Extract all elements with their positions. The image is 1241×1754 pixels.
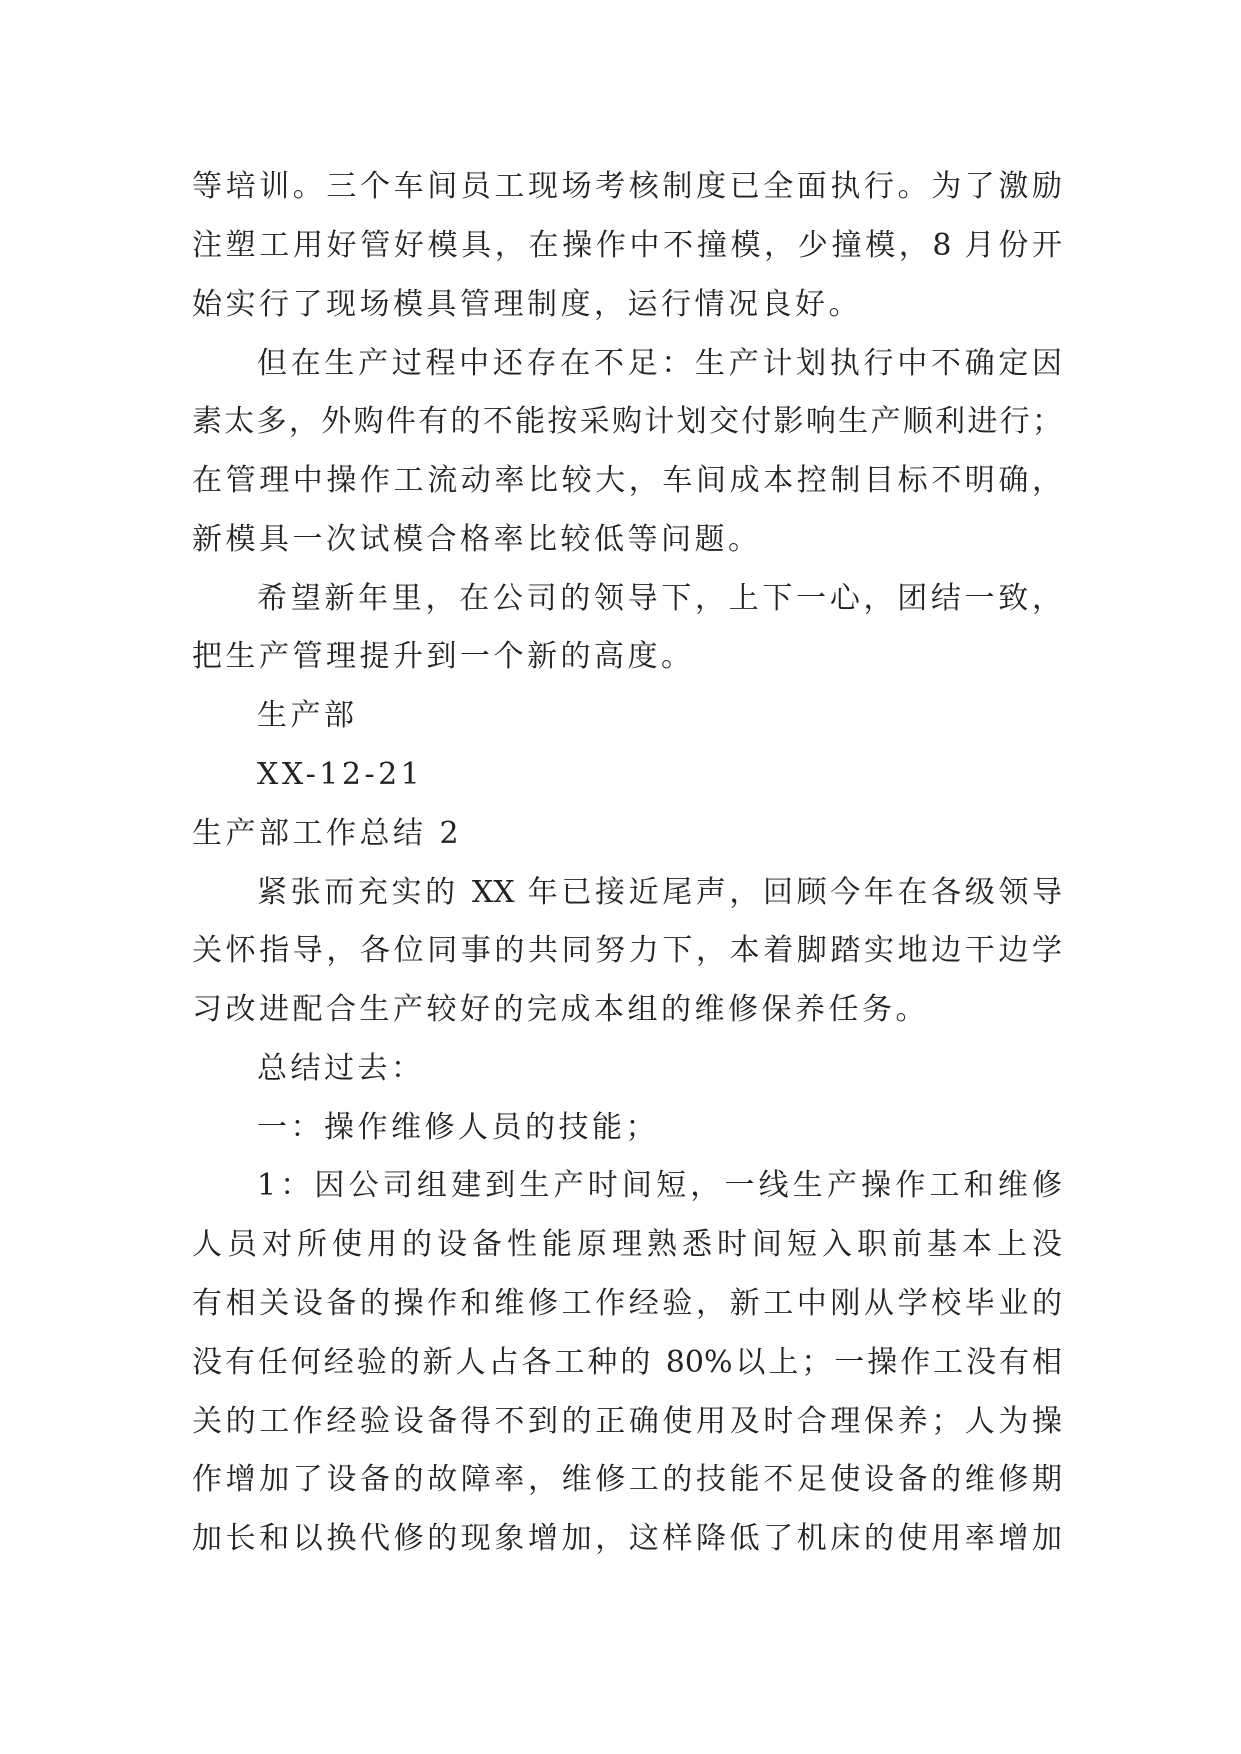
paragraph-line: 关怀指导，各位同事的共同努力下，本着脚踏实地边干边学 [192,933,1062,968]
paragraph-line: 紧张而充实的 XX 年已接近尾声，回顾今年在各级领导 [257,875,1062,910]
section-heading: 生产部工作总结 2 [192,816,463,851]
paragraph-line: 但在生产过程中还存在不足：生产计划执行中不确定因 [257,346,1062,381]
signature-department: 生产部 [257,698,358,733]
paragraph-line: 习改进配合生产较好的完成本组的维修保养任务。 [192,992,929,1027]
paragraph-line: 等培训。三个车间员工现场考核制度已全面执行。为了激励 [192,169,1062,204]
paragraph-line: 希望新年里，在公司的领导下，上下一心，团结一致， [257,581,1062,616]
paragraph-line: 在管理中操作工流动率比较大，车间成本控制目标不明确， [192,463,1062,498]
paragraph-line: 人员对所使用的设备性能原理熟悉时间短入职前基本上没 [192,1227,1062,1262]
paragraph-line: 一：操作维修人员的技能； [257,1110,659,1145]
paragraph-line: 素太多，外购件有的不能按采购计划交付影响生产顺利进行； [192,404,1062,439]
paragraph-line: 新模具一次试模合格率比较低等问题。 [192,522,762,557]
paragraph-line: 注塑工用好管好模具，在操作中不撞模，少撞模，8 月份开 [192,228,1062,263]
paragraph-line: 没有任何经验的新人占各工种的 80%以上；一操作工没有相 [192,1345,1062,1380]
paragraph-line: 作增加了设备的故障率，维修工的技能不足使设备的维修期 [192,1462,1062,1497]
paragraph-line: 1：因公司组建到生产时间短，一线生产操作工和维修 [257,1168,1062,1203]
paragraph-line: 有相关设备的操作和维修工作经验，新工中刚从学校毕业的 [192,1286,1062,1321]
paragraph-line: 把生产管理提升到一个新的高度。 [192,639,695,674]
paragraph-line: 关的工作经验设备得不到的正确使用及时合理保养；人为操 [192,1404,1062,1439]
paragraph-line: 加长和以换代修的现象增加，这样降低了机床的使用率增加 [192,1521,1062,1556]
paragraph-line: 总结过去： [257,1051,425,1086]
paragraph-line: 始实行了现场模具管理制度，运行情况良好。 [192,287,862,322]
signature-date: XX-12-21 [257,757,424,792]
